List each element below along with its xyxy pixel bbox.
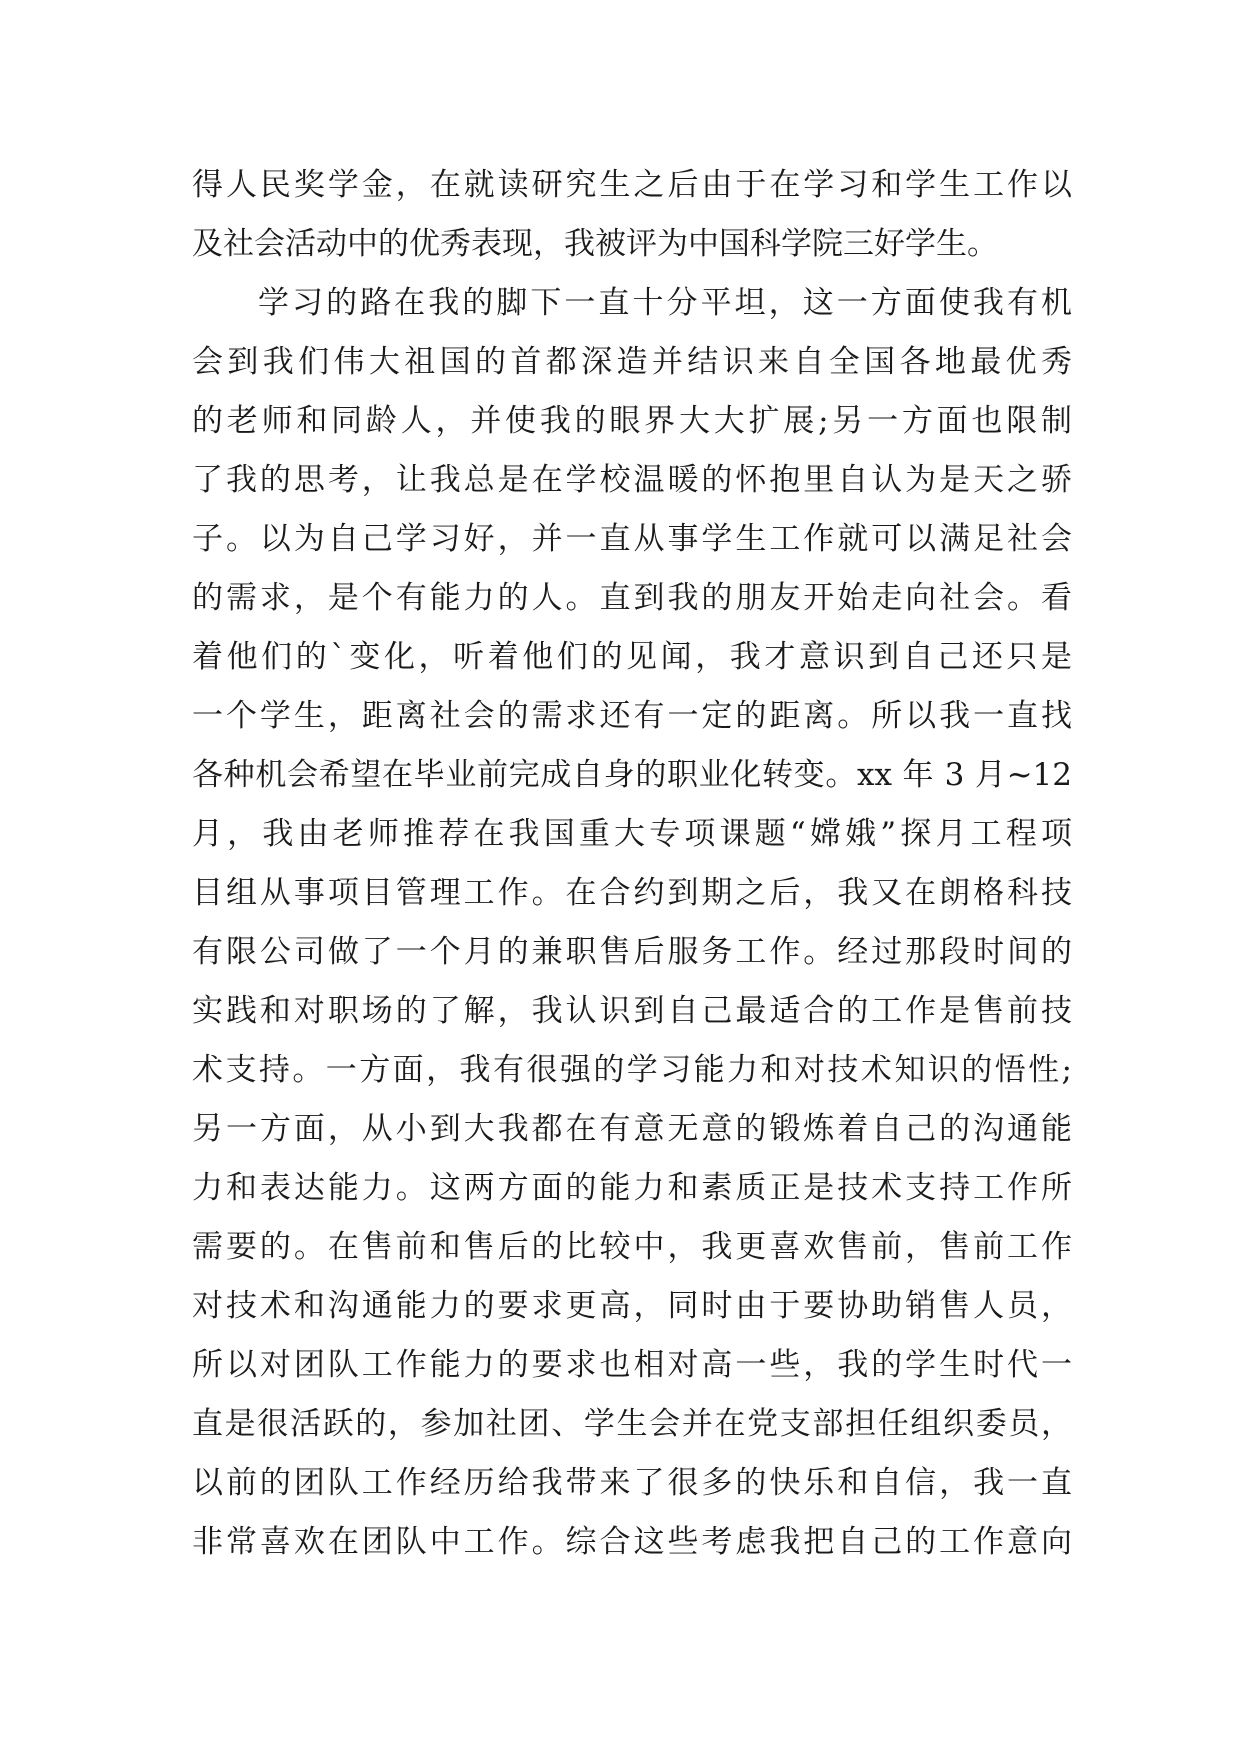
text-line: 及社会活动中的优秀表现，我被评为中国科学院三好学生。 <box>192 226 998 262</box>
body-text <box>192 156 1072 1572</box>
text-line: 的需求，是个有能力的人。直到我的朋友开始走向社会。看 <box>192 580 1072 616</box>
text-line: 的老师和同龄人，并使我的眼界大大扩展;另一方面也限制 <box>192 403 1072 439</box>
text-line: 月，我由老师推荐在我国重大专项课题“嫦娥”探月工程项 <box>192 816 1072 852</box>
text-line: 直是很活跃的，参加社团、学生会并在党支部担任组织委员， <box>192 1406 1072 1442</box>
text-line: 子。以为自己学习好，并一直从事学生工作就可以满足社会 <box>192 521 1072 557</box>
text-line: 对技术和沟通能力的要求更高，同时由于要协助销售人员， <box>192 1288 1072 1324</box>
text-line: 另一方面，从小到大我都在有意无意的锻炼着自己的沟通能 <box>192 1111 1072 1147</box>
text-line: 术支持。一方面，我有很强的学习能力和对技术知识的悟性; <box>192 1052 1072 1088</box>
text-line: 需要的。在售前和售后的比较中，我更喜欢售前，售前工作 <box>192 1229 1072 1265</box>
text-line: 非常喜欢在团队中工作。综合这些考虑我把自己的工作意向 <box>192 1524 1072 1560</box>
text-line: 会到我们伟大祖国的首都深造并结识来自全国各地最优秀 <box>192 344 1072 380</box>
text-line: 力和表达能力。这两方面的能力和素质正是技术支持工作所 <box>192 1170 1072 1206</box>
text-line: 有限公司做了一个月的兼职售后服务工作。经过那段时间的 <box>192 934 1072 970</box>
text-line: 实践和对职场的了解，我认识到自己最适合的工作是售前技 <box>192 993 1072 1029</box>
text-line: 以前的团队工作经历给我带来了很多的快乐和自信，我一直 <box>192 1465 1072 1501</box>
text-line: 目组从事项目管理工作。在合约到期之后，我又在朗格科技 <box>192 875 1072 911</box>
text-line: 着他们的`变化，听着他们的见闻，我才意识到自己还只是 <box>192 639 1072 675</box>
text-line: 了我的思考，让我总是在学校温暖的怀抱里自认为是天之骄 <box>192 462 1072 498</box>
text-line: 得人民奖学金，在就读研究生之后由于在学习和学生工作以 <box>192 167 1072 203</box>
text-line: 各种机会希望在毕业前完成自身的职业化转变。xx 年 3 月~12 <box>192 757 1072 793</box>
text-line: 所以对团队工作能力的要求也相对高一些，我的学生时代一 <box>192 1347 1072 1383</box>
text-line: 一个学生，距离社会的需求还有一定的距离。所以我一直找 <box>192 698 1072 734</box>
paragraph-first-line: 学习的路在我的脚下一直十分平坦，这一方面使我有机 <box>258 285 1072 321</box>
